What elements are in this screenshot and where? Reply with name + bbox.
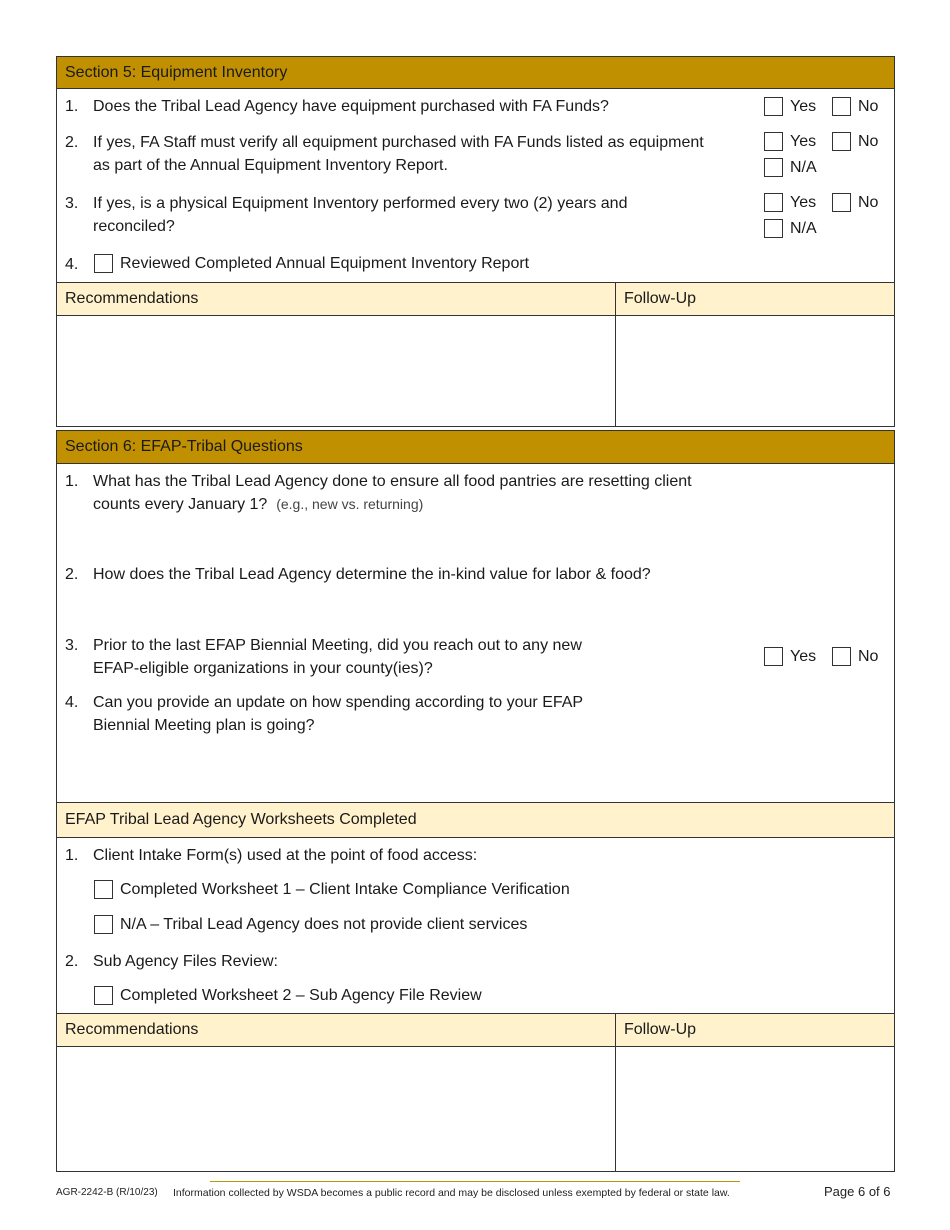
s5-q1-yes-checkbox[interactable] [764,97,783,116]
ws-recommendations-header [56,1013,616,1047]
s6-q4-number: 4. [65,694,79,711]
s5-followup-label: Follow-Up [624,290,697,307]
s6-q3-yes-label: Yes [790,648,817,665]
ws-followup-header [615,1013,895,1047]
ws-item2-number: 2. [65,953,79,970]
s5-q2-no-checkbox[interactable] [832,132,851,151]
s5-q3-number: 3. [65,195,79,212]
s5-q2-na-label: N/A [790,159,817,176]
s5-q2-line1: If yes, FA Staff must verify all equipment purchased with FA Funds listed as equipment [93,134,704,151]
ws-item1-number: 1. [65,847,79,864]
section5-header [56,56,895,89]
s5-q2-yes-label: Yes [790,133,817,150]
s5-q3-line2: reconciled? [93,218,175,235]
s5-q2-na-checkbox[interactable] [764,158,783,177]
ws-worksheet1-label: Completed Worksheet 1 – Client Intake Compliance Verification [120,881,570,898]
footer-form-id: AGR-2242-B (R/10/23) [56,1187,158,1198]
s5-q2-yes-checkbox[interactable] [764,132,783,151]
section6-header [56,430,895,464]
ws-recommendations-field[interactable] [56,1046,616,1172]
s5-q4-number: 4. [65,256,79,273]
s6-q3-line2: EFAP-eligible organizations in your county(ies)? [93,660,433,677]
s5-q4-text: Reviewed Completed Annual Equipment Inventory Report [120,255,530,272]
s6-q3-no-label: No [858,648,879,665]
s5-q1-yes-label: Yes [790,98,817,115]
s5-q3-na-checkbox[interactable] [764,219,783,238]
ws-worksheet2-label: Completed Worksheet 2 – Sub Agency File Review [120,987,482,1004]
s5-q3-line1: If yes, is a physical Equipment Inventory performed every two (2) years and [93,195,628,212]
footer-notice: Information collected by WSDA becomes a public record and may be disclosed unless exempted by federal or state law. [173,1187,730,1199]
s5-q1-text: Does the Tribal Lead Agency have equipment purchased with FA Funds? [93,98,609,115]
worksheets-header [56,802,895,838]
s6-q1-line2 [93,493,423,516]
s6-q3-yes-checkbox[interactable] [764,647,783,666]
s6-q3-line1: Prior to the last EFAP Biennial Meeting, did you reach out to any new [93,637,582,654]
s6-q1-line1: What has the Tribal Lead Agency done to ensure all food pantries are resetting client [93,473,692,490]
section5-title: Section 5: Equipment Inventory [65,63,288,81]
ws-item1-text: Client Intake Form(s) used at the point of food access: [93,847,478,864]
s6-q1-number: 1. [65,473,79,490]
s6-q1-hint: (e.g., new vs. returning) [276,496,424,512]
s5-q1-number: 1. [65,98,79,115]
s6-q3-no-checkbox[interactable] [832,647,851,666]
s6-question-1 [65,470,755,516]
s5-question-3 [65,192,755,238]
ws-followup-field[interactable] [615,1046,895,1172]
s6-q2-number: 2. [65,566,79,583]
footer-divider [210,1181,740,1182]
ws-worksheet2-checkbox[interactable] [94,986,113,1005]
s6-q2-text: How does the Tribal Lead Agency determine the in-kind value for labor & food? [93,566,651,583]
s6-q3-number: 3. [65,637,79,654]
section6-title: Section 6: EFAP-Tribal Questions [65,438,303,455]
s5-q4-checkbox[interactable] [94,254,113,273]
s5-question-2 [65,131,755,177]
s5-recommendations-field[interactable] [56,315,616,427]
ws-recommendations-label: Recommendations [65,1021,199,1038]
ws-item2-text: Sub Agency Files Review: [93,953,278,970]
ws-na-label: N/A – Tribal Lead Agency does not provide client services [120,916,528,933]
s6-q1-line2-text: counts every January 1? [93,496,268,513]
ws-na-checkbox[interactable] [94,915,113,934]
s5-followup-field[interactable] [615,315,895,427]
s6-question-4 [65,691,665,737]
s6-q4-line1: Can you provide an update on how spending according to your EFAP [93,694,584,711]
s5-q3-yes-label: Yes [790,194,817,211]
ws-followup-label: Follow-Up [624,1021,697,1038]
s6-q4-line2: Biennial Meeting plan is going? [93,717,315,734]
s5-q2-number: 2. [65,134,79,151]
s5-q1-no-checkbox[interactable] [832,97,851,116]
s5-q3-no-checkbox[interactable] [832,193,851,212]
ws-worksheet1-checkbox[interactable] [94,880,113,899]
s6-question-3 [65,634,665,680]
worksheets-title: EFAP Tribal Lead Agency Worksheets Completed [65,811,417,828]
s5-q2-line2: as part of the Annual Equipment Inventory Report. [93,157,448,174]
s5-followup-header [615,282,895,316]
s5-q2-no-label: No [858,133,879,150]
s5-recommendations-label: Recommendations [65,290,199,307]
s5-q1-no-label: No [858,98,879,115]
s5-recommendations-header [56,282,616,316]
s5-q3-yes-checkbox[interactable] [764,193,783,212]
footer-page-number: Page 6 of 6 [824,1184,891,1199]
s5-q3-no-label: No [858,194,879,211]
s5-q3-na-label: N/A [790,220,817,237]
